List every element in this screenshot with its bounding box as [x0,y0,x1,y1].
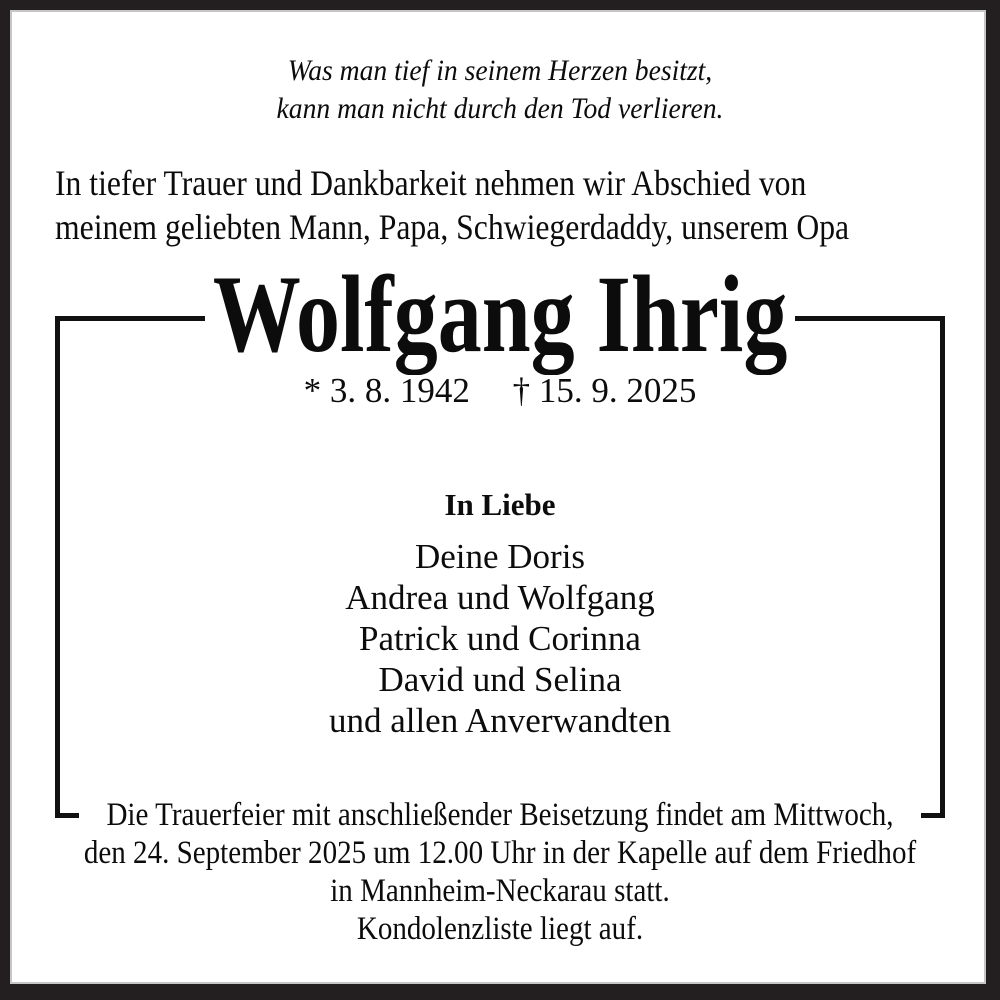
epigraph-line-2: kann man nicht durch den Tod verlieren. [276,92,724,125]
mourners-list [0,536,1000,741]
mourner-line: Patrick und Corinna [359,619,641,658]
mourner-line: und allen Anverwandten [328,701,672,740]
mourner-line: Deine Doris [414,537,586,576]
life-dates [0,369,1000,412]
mourner-line: Andrea und Wolfgang [345,578,655,617]
funeral-info-line-4: Kondolenzliste liegt auf. [356,911,644,947]
epigraph [40,52,960,128]
funeral-info-line-1: Die Trauerfeier mit anschließender Beisetzung findet am Mittwoch, [106,797,894,833]
deceased-name [0,253,1000,375]
funeral-info-line-2: den 24. September 2025 um 12.00 Uhr in der Kapelle auf dem Friedhof [83,835,917,871]
deceased-name-text: Wolfgang Ihrig [212,253,788,375]
farewell-heading: In Liebe [444,487,556,522]
introduction-line-2: meinem geliebten Mann, Papa, Schwiegerdaddy, unserem Opa [55,207,850,247]
funeral-info-line-3: in Mannheim-Neckarau statt. [330,873,670,909]
mourner-line: David und Selina [378,660,622,699]
birth-date: * 3. 8. 1942 [303,371,470,410]
funeral-info [60,796,940,948]
introduction-line-1: In tiefer Trauer und Dankbarkeit nehmen wir Abschied von [55,163,807,203]
death-date: † 15. 9. 2025 [512,371,697,410]
epigraph-line-1: Was man tief in seinem Herzen besitzt, [287,54,713,87]
introduction [55,161,849,249]
